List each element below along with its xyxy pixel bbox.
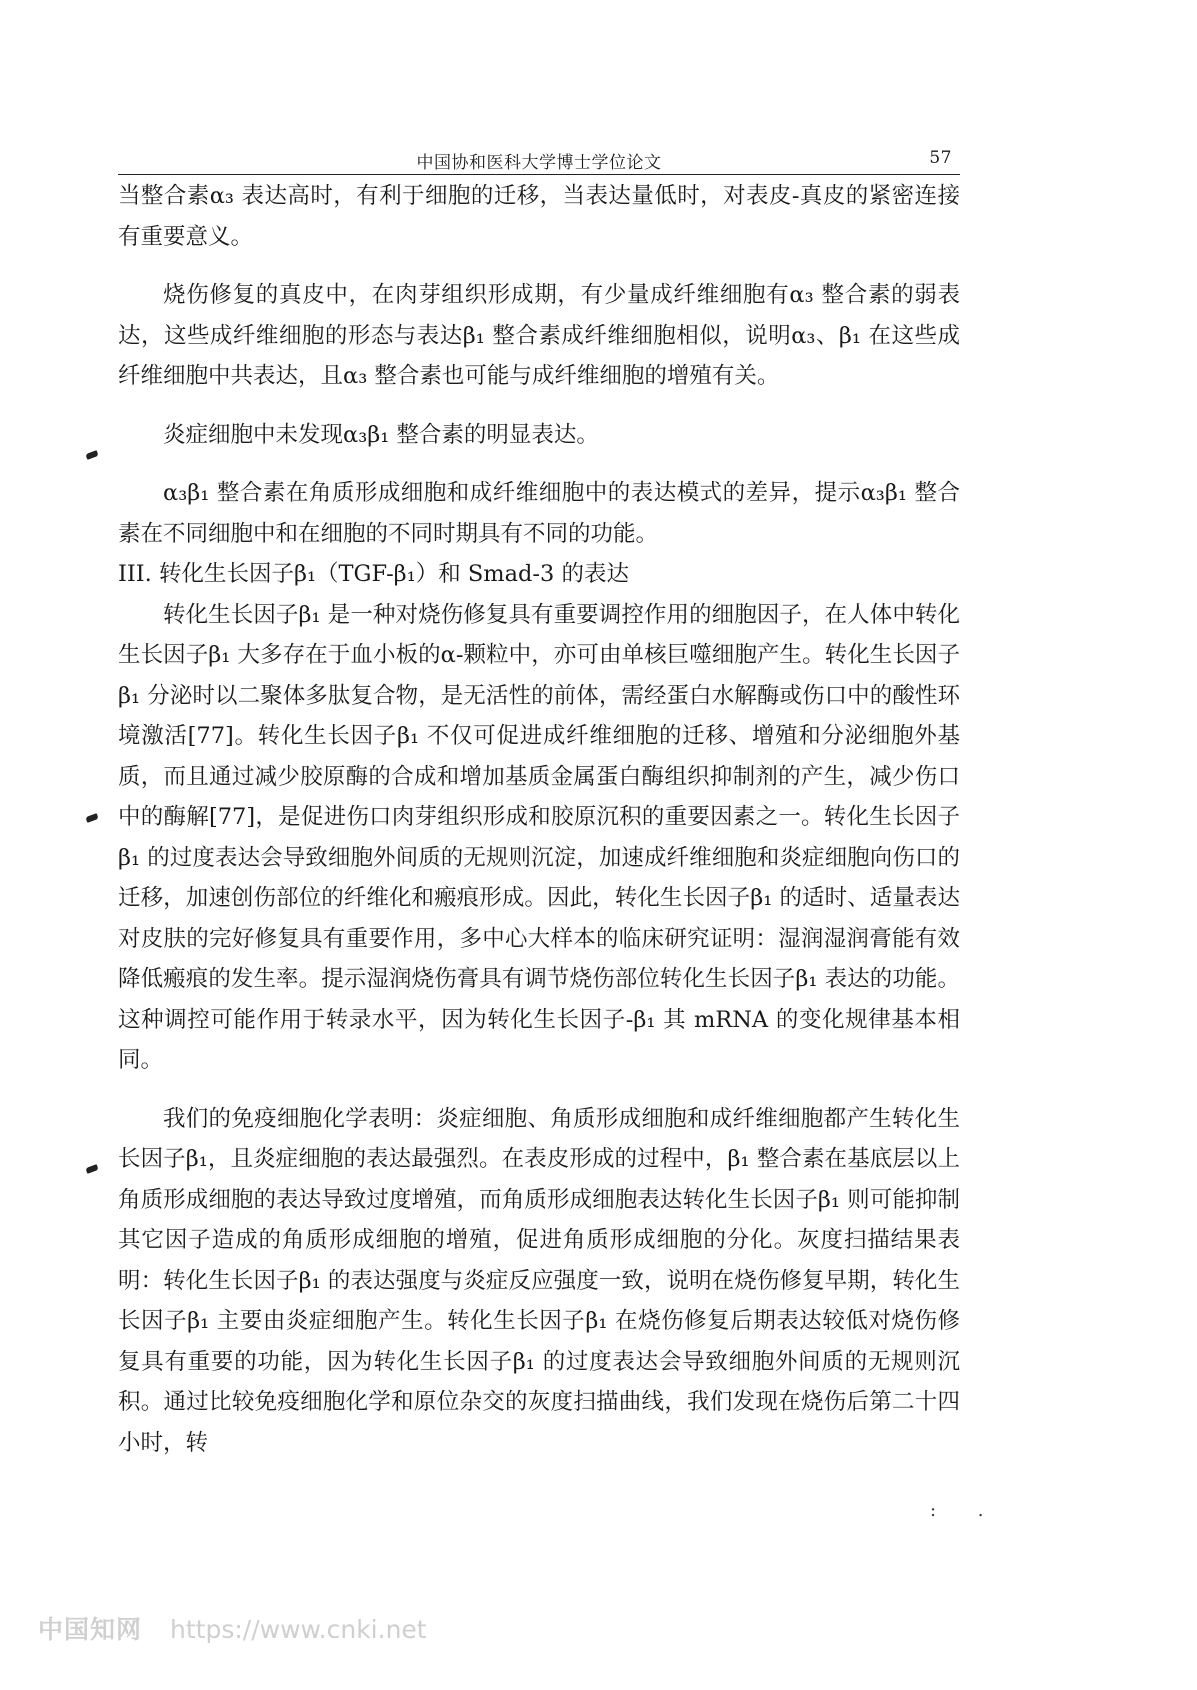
watermark-url: https://www.cnki.net — [170, 1615, 427, 1644]
paragraph-4: α₃β₁ 整合素在角质形成细胞和成纤维细胞中的表达模式的差异，提示α₃β₁ 整合素在不同细胞中和在细胞的不同时期具有不同的功能。 — [118, 480, 960, 547]
margin-mark — [85, 450, 98, 460]
paragraph-3: 炎症细胞中未发现α₃β₁ 整合素的明显表达。 — [163, 421, 599, 448]
footer-marks: : . — [930, 1500, 1002, 1521]
watermark — [38, 1610, 427, 1650]
paragraph-2: 烧伤修复的真皮中，在肉芽组织形成期，有少量成纤维细胞有α₃ 整合素的弱表达，这些成纤维细胞的形态与表达β₁ 整合素成纤维细胞相似，说明α₃、β₁ 在这些成纤维细胞中共表达，且α₃ 整合素也可能与成纤维细胞的增殖有关。 — [118, 282, 960, 389]
body-text — [118, 176, 960, 1463]
paragraph-5: 转化生长因子β₁ 是一种对烧伤修复具有重要调控作用的细胞因子，在人体中转化生长因子β₁ 大多存在于血小板的α-颗粒中，亦可由单核巨噬细胞产生。转化生长因子β₁ 分泌时以二聚体多肽复合物，是无活性的前体，需经蛋白水解酶或伤口中的酸性环境激活[77]。转化生长因子β₁ 不仅可促进成纤维细胞的迁移、增殖和分泌细胞外基质，而且通过减少胶原酶的合成和增加基质金属蛋白酶组织抑制剂的产生，减少伤口中的酶解[77]，是促进伤口肉芽组织形成和胶原沉积的重要因素之一。转化生长因子β₁ 的过度表达会导致细胞外间质的无规则沉淀，加速成纤维细胞和炎症细胞向伤口的迁移，加速创伤部位的纤维化和瘢痕形成。因此，转化生长因子β₁ 的适时、适量表达对皮肤的完好修复具有重要作用，多中心大样本的临床研究证明：湿润湿润膏能有效降低瘢痕的发生率。提示湿润烧伤膏具有调节烧伤部位转化生长因子β₁ 表达的功能。这种调控可能作用于转录水平，因为转化生长因子-β₁ 其 mRNA 的变化规律基本相同。 — [118, 601, 960, 1073]
thesis-title: 中国协和医科大学博士学位论文 — [416, 153, 662, 173]
running-header — [118, 148, 960, 175]
section-heading: III. 转化生长因子β₁（TGF-β₁）和 Smad-3 的表达 — [118, 561, 629, 587]
page-number: 57 — [929, 148, 952, 168]
watermark-brand: 中国知网 — [38, 1615, 143, 1644]
paragraph-1: 当整合素α₃ 表达高时，有利于细胞的迁移，当表达量低时，对表皮-真皮的紧密连接有重要意义。 — [118, 183, 960, 250]
margin-mark — [85, 1164, 98, 1174]
margin-mark — [85, 813, 98, 823]
paragraph-6: 我们的免疫细胞化学表明：炎症细胞、角质形成细胞和成纤维细胞都产生转化生长因子β₁，且炎症细胞的表达最强烈。在表皮形成的过程中，β₁ 整合素在基底层以上角质形成细胞的表达导致过度增殖，而角质形成细胞表达转化生长因子β₁ 则可能抑制其它因子造成的角质形成细胞的增殖，促进角质形成细胞的分化。灰度扫描结果表明：转化生长因子β₁ 的表达强度与炎症反应强度一致，说明在烧伤修复早期，转化生长因子β₁ 主要由炎症细胞产生。转化生长因子β₁ 在烧伤修复后期表达较低对烧伤修复具有重要的功能，因为转化生长因子β₁ 的过度表达会导致细胞外间质的无规则沉积。通过比较免疫细胞化学和原位杂交的灰度扫描曲线，我们发现在烧伤后第二十四小时，转 — [118, 1105, 960, 1456]
